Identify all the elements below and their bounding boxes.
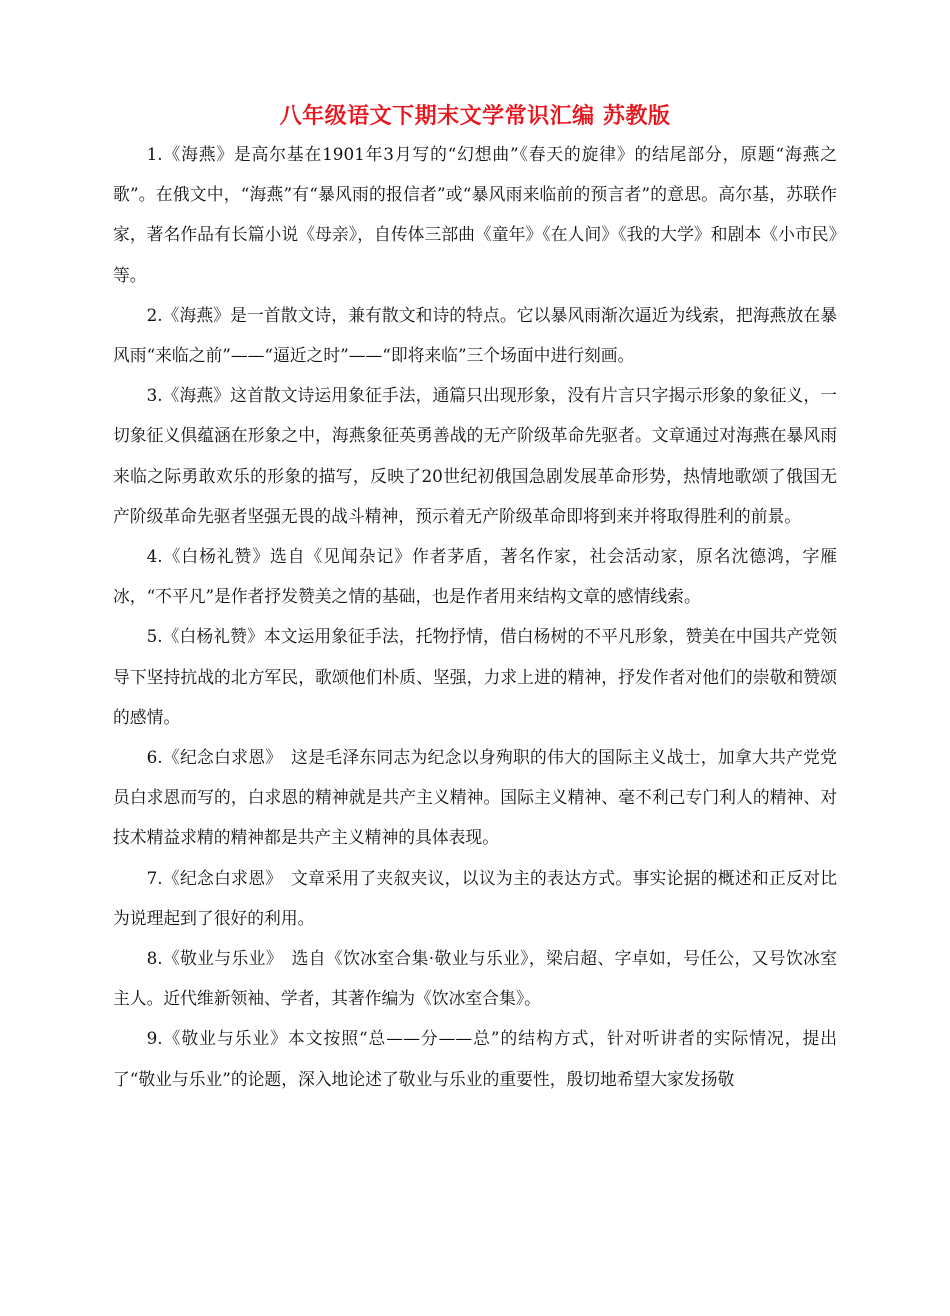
paragraph-5: 5.《白杨礼赞》本文运用象征手法，托物抒情，借白杨树的不平凡形象，赞美在中国共产党领导下坚持抗战的北方军民，歌颂他们朴质、坚强，力求上进的精神，抒发作者对他们的崇敬和赞颂的感情。: [113, 626, 837, 727]
paragraph-7: 7.《纪念白求恩》 文章采用了夹叙夹议，以议为主的表达方式。事实论据的概述和正反对比为说理起到了很好的利用。: [113, 867, 837, 928]
document-body: [113, 134, 837, 1099]
paragraph-4: 4.《白杨礼赞》选自《见闻杂记》作者茅盾，著名作家，社会活动家，原名沈德鸿，字雁冰，“不平凡”是作者抒发赞美之情的基础，也是作者用来结构文章的感情线索。: [113, 546, 837, 607]
paragraph-1: 1.《海燕》是高尔基在1901年3月写的“幻想曲”《春天的旋律》的结尾部分，原题“海燕之歌”。在俄文中，“海燕”有“暴风雨的报信者”或“暴风雨来临前的预言者”的意思。高尔基，苏联作家，著名作品有长篇小说《母亲》，自传体三部曲《童年》《在人间》《我的大学》和剧本《小市民》等。: [113, 144, 837, 285]
document-title: 八年级语文下期末文学常识汇编 苏教版: [279, 103, 671, 129]
paragraph-2: 2.《海燕》是一首散文诗，兼有散文和诗的特点。它以暴风雨渐次逼近为线索，把海燕放在暴风雨“来临之前”——“逼近之时”——“即将来临”三个场面中进行刻画。: [113, 304, 837, 366]
paragraph-9: 9.《敬业与乐业》本文按照“总——分——总”的结构方式，针对听讲者的实际情况，提出了“敬业与乐业”的论题，深入地论述了敬业与乐业的重要性，殷切地希望大家发扬敬: [113, 1028, 837, 1089]
paragraph-3: 3.《海燕》这首散文诗运用象征手法，通篇只出现形象，没有片言只字揭示形象的象征义，一切象征义俱蕴涵在形象之中，海燕象征英勇善战的无产阶级革命先驱者。文章通过对海燕在暴风雨来临之际勇敢欢乐的形象的描写，反映了20世纪初俄国急剧发展革命形势，热情地歌颂了俄国无产阶级革命先驱者坚强无畏的战斗精神，预示着无产阶级革命即将到来并将取得胜利的前景。: [113, 385, 837, 526]
paragraph-6: 6.《纪念白求恩》 这是毛泽东同志为纪念以身殉职的伟大的国际主义战士，加拿大共产党党员白求恩而写的，白求恩的精神就是共产主义精神。国际主义精神、毫不利己专门利人的精神、对技术精益求精的精神都是共产主义精神的具体表现。: [113, 747, 837, 848]
paragraph-8: 8.《敬业与乐业》 选自《饮冰室合集·敬业与乐业》，梁启超、字卓如，号任公，又号饮冰室主人。近代维新领袖、学者，其著作编为《饮冰室合集》。: [113, 948, 837, 1009]
